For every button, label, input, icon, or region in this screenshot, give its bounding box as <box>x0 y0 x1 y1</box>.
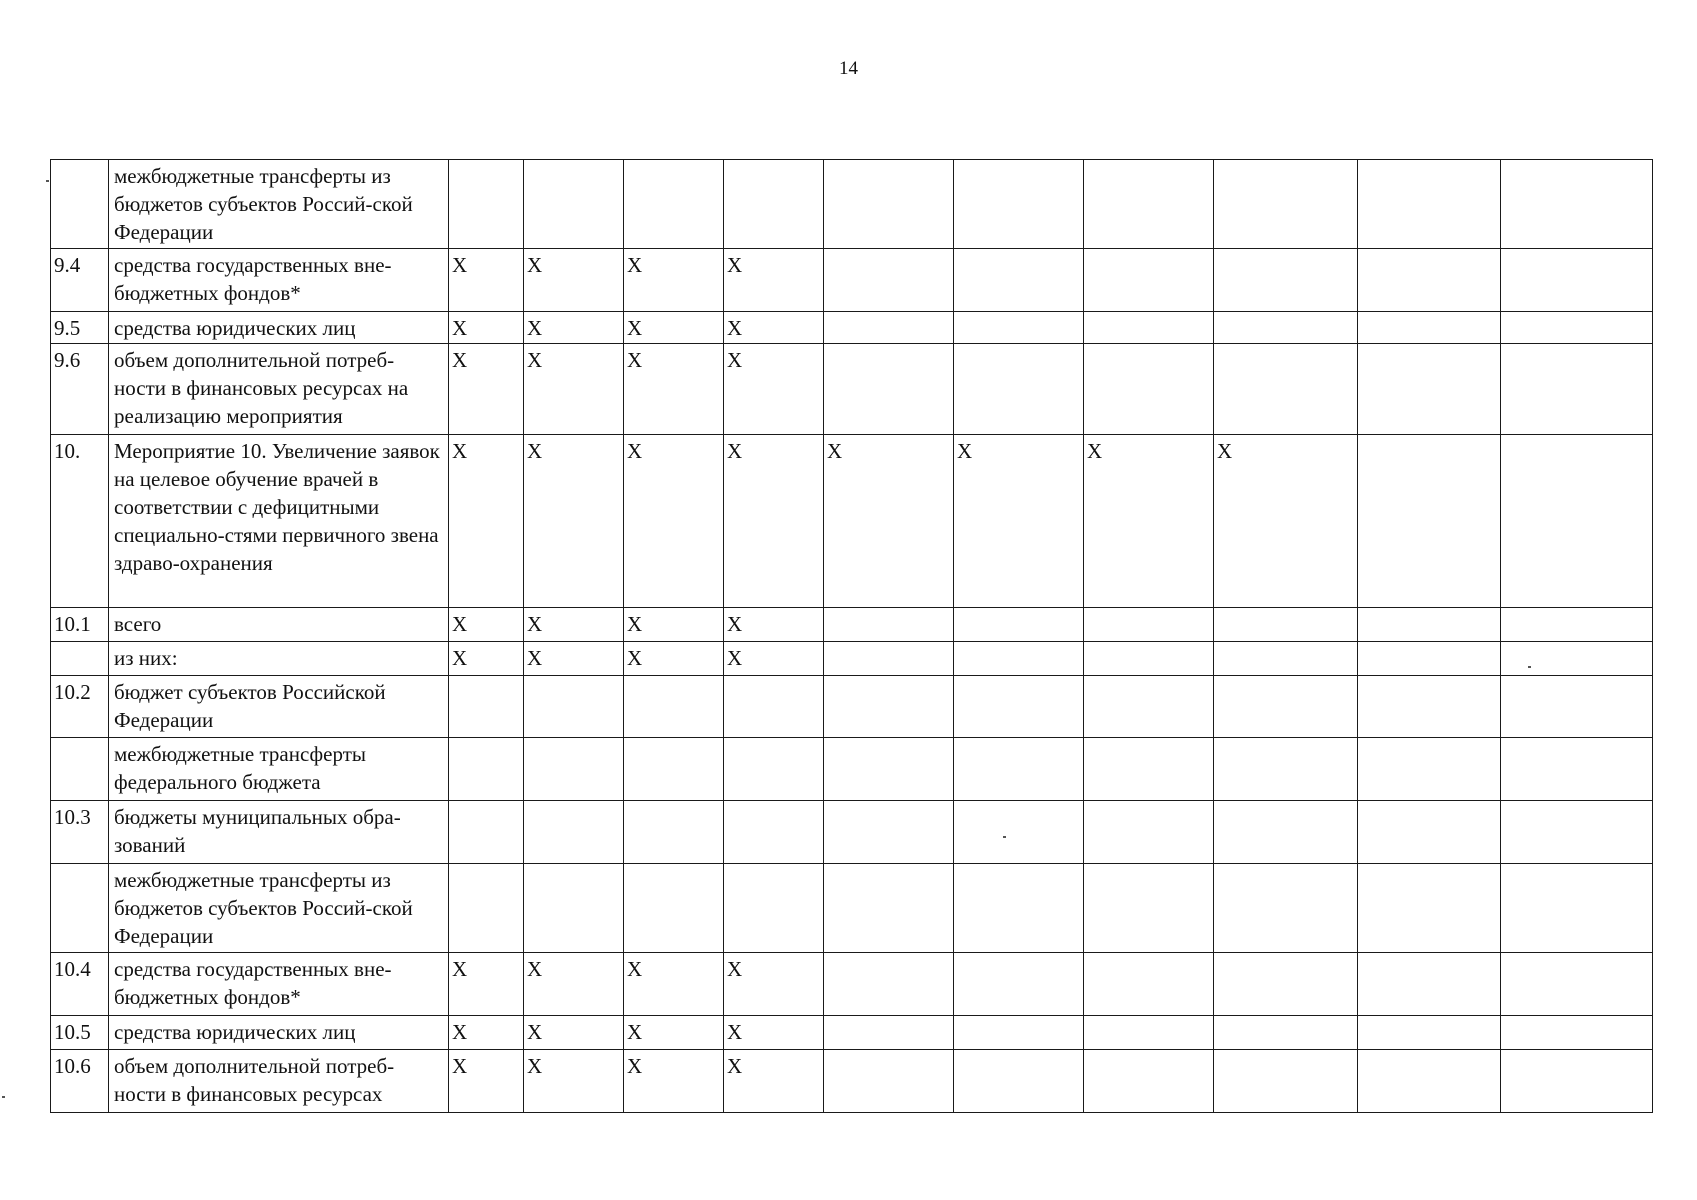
row-mark-cell <box>824 608 954 642</box>
row-mark-cell <box>1214 953 1358 1016</box>
row-mark-cell <box>1501 801 1653 864</box>
row-mark-cell <box>954 864 1084 953</box>
row-mark-cell <box>524 864 624 953</box>
row-mark-cell: X <box>624 608 724 642</box>
table-row <box>51 312 1653 344</box>
row-mark-cell <box>1084 1016 1214 1050</box>
row-mark-cell <box>954 249 1084 312</box>
row-mark-cell <box>1358 435 1501 608</box>
row-mark-cell: X <box>524 435 624 608</box>
row-mark-cell <box>1358 738 1501 801</box>
row-description: бюджеты муниципальных обра-зований <box>109 801 449 864</box>
row-mark-cell <box>1358 160 1501 249</box>
row-mark-cell <box>724 160 824 249</box>
row-mark-cell: X <box>524 312 624 344</box>
row-mark-cell <box>954 642 1084 676</box>
row-mark-cell <box>824 864 954 953</box>
row-mark-cell: X <box>449 1050 524 1113</box>
row-mark-cell <box>824 160 954 249</box>
row-mark-cell <box>1084 642 1214 676</box>
row-mark-cell: X <box>1084 435 1214 608</box>
row-mark-cell: X <box>824 435 954 608</box>
row-mark-cell: X <box>524 608 624 642</box>
row-mark-cell <box>1214 801 1358 864</box>
row-mark-cell: X <box>524 642 624 676</box>
table-row <box>51 160 1653 249</box>
row-number <box>51 160 109 249</box>
row-mark-cell <box>624 801 724 864</box>
row-mark-cell <box>824 249 954 312</box>
row-mark-cell <box>524 676 624 738</box>
row-mark-cell: X <box>724 344 824 435</box>
row-mark-cell: X <box>524 1050 624 1113</box>
row-mark-cell <box>1084 953 1214 1016</box>
row-mark-cell <box>1358 801 1501 864</box>
row-mark-cell <box>1214 676 1358 738</box>
row-mark-cell <box>954 1050 1084 1113</box>
row-mark-cell <box>1084 608 1214 642</box>
row-mark-cell: X <box>449 642 524 676</box>
row-description: объем дополнительной потреб-ности в финансовых ресурсах на реализацию мероприятия <box>109 344 449 435</box>
row-mark-cell <box>624 738 724 801</box>
row-mark-cell: X <box>624 249 724 312</box>
table-row <box>51 642 1653 676</box>
row-mark-cell <box>1501 160 1653 249</box>
row-number <box>51 642 109 676</box>
row-mark-cell <box>1358 608 1501 642</box>
table-row <box>51 1016 1653 1050</box>
table-row <box>51 953 1653 1016</box>
row-mark-cell <box>824 1050 954 1113</box>
row-mark-cell <box>624 676 724 738</box>
row-mark-cell: X <box>724 1016 824 1050</box>
row-number <box>51 738 109 801</box>
table-row <box>51 608 1653 642</box>
row-mark-cell <box>824 1016 954 1050</box>
row-mark-cell: X <box>624 642 724 676</box>
row-mark-cell <box>1501 864 1653 953</box>
row-mark-cell <box>1358 864 1501 953</box>
row-mark-cell <box>724 738 824 801</box>
scan-speck <box>46 180 49 182</box>
row-description: бюджет субъектов Российской Федерации <box>109 676 449 738</box>
scan-speck <box>2 1096 5 1098</box>
row-description: межбюджетные трансферты из бюджетов субъектов Россий-ской Федерации <box>109 864 449 953</box>
row-mark-cell <box>954 676 1084 738</box>
table-row <box>51 435 1653 608</box>
row-mark-cell <box>954 608 1084 642</box>
row-mark-cell <box>1084 1050 1214 1113</box>
row-mark-cell: X <box>524 344 624 435</box>
row-mark-cell <box>449 864 524 953</box>
row-description: средства государственных вне-бюджетных фондов* <box>109 249 449 312</box>
table-row <box>51 1050 1653 1113</box>
row-mark-cell <box>824 312 954 344</box>
row-mark-cell: X <box>524 953 624 1016</box>
row-mark-cell: X <box>954 435 1084 608</box>
row-mark-cell: X <box>724 642 824 676</box>
row-mark-cell <box>1358 344 1501 435</box>
row-number: 10.5 <box>51 1016 109 1050</box>
table-row <box>51 344 1653 435</box>
funding-table-grid <box>50 159 1653 1113</box>
row-mark-cell <box>1214 249 1358 312</box>
row-number: 9.5 <box>51 312 109 344</box>
row-number: 10.2 <box>51 676 109 738</box>
row-mark-cell <box>1501 608 1653 642</box>
page-number: 14 <box>839 58 858 79</box>
row-mark-cell <box>1501 1016 1653 1050</box>
row-description: межбюджетные трансферты федерального бюджета <box>109 738 449 801</box>
row-number: 10.3 <box>51 801 109 864</box>
row-mark-cell <box>1358 1016 1501 1050</box>
row-mark-cell <box>824 801 954 864</box>
row-mark-cell <box>1214 1016 1358 1050</box>
row-mark-cell <box>954 801 1084 864</box>
row-mark-cell <box>1084 160 1214 249</box>
row-number: 10.1 <box>51 608 109 642</box>
row-mark-cell: X <box>524 1016 624 1050</box>
table-row <box>51 676 1653 738</box>
row-mark-cell: X <box>724 1050 824 1113</box>
row-mark-cell <box>1501 676 1653 738</box>
row-mark-cell <box>1214 608 1358 642</box>
row-mark-cell <box>824 642 954 676</box>
row-mark-cell: X <box>449 249 524 312</box>
row-mark-cell: X <box>624 1016 724 1050</box>
row-mark-cell <box>954 312 1084 344</box>
row-mark-cell <box>624 864 724 953</box>
row-mark-cell <box>824 738 954 801</box>
row-number: 9.4 <box>51 249 109 312</box>
row-mark-cell: X <box>449 344 524 435</box>
row-mark-cell <box>1501 344 1653 435</box>
row-mark-cell <box>449 160 524 249</box>
row-mark-cell <box>624 160 724 249</box>
row-mark-cell: X <box>624 312 724 344</box>
row-mark-cell <box>524 801 624 864</box>
row-mark-cell <box>1501 312 1653 344</box>
row-mark-cell <box>1501 249 1653 312</box>
row-mark-cell: X <box>624 344 724 435</box>
row-mark-cell <box>1358 249 1501 312</box>
row-mark-cell <box>1214 738 1358 801</box>
row-mark-cell <box>1084 738 1214 801</box>
scan-speck <box>1003 836 1006 838</box>
row-mark-cell <box>449 801 524 864</box>
row-mark-cell <box>954 738 1084 801</box>
row-mark-cell <box>1501 738 1653 801</box>
row-mark-cell: X <box>449 608 524 642</box>
row-mark-cell <box>954 953 1084 1016</box>
row-mark-cell: X <box>449 953 524 1016</box>
table-row <box>51 738 1653 801</box>
row-description: средства государственных вне-бюджетных фондов* <box>109 953 449 1016</box>
row-mark-cell <box>1214 160 1358 249</box>
row-mark-cell <box>1501 642 1653 676</box>
row-number: 9.6 <box>51 344 109 435</box>
row-mark-cell <box>824 953 954 1016</box>
row-mark-cell <box>1084 864 1214 953</box>
table-row <box>51 864 1653 953</box>
row-mark-cell <box>1358 953 1501 1016</box>
row-description: средства юридических лиц <box>109 312 449 344</box>
row-mark-cell <box>449 738 524 801</box>
row-mark-cell <box>724 801 824 864</box>
row-mark-cell <box>724 864 824 953</box>
row-description: средства юридических лиц <box>109 1016 449 1050</box>
row-description: объем дополнительной потреб-ности в финансовых ресурсах <box>109 1050 449 1113</box>
row-mark-cell <box>1358 642 1501 676</box>
row-mark-cell <box>1214 312 1358 344</box>
row-mark-cell <box>824 676 954 738</box>
row-mark-cell: X <box>724 953 824 1016</box>
row-mark-cell <box>449 676 524 738</box>
row-description: Мероприятие 10. Увеличение заявок на целевое обучение врачей в соответствии с дефицитными специально-стями первичного звена здраво-охранения <box>109 435 449 608</box>
row-mark-cell <box>1214 1050 1358 1113</box>
row-mark-cell <box>1501 1050 1653 1113</box>
funding-table <box>50 159 1652 1113</box>
row-mark-cell <box>824 344 954 435</box>
scan-speck <box>1528 666 1531 668</box>
row-mark-cell <box>1084 676 1214 738</box>
row-mark-cell: X <box>724 608 824 642</box>
row-mark-cell <box>1358 312 1501 344</box>
row-number: 10.6 <box>51 1050 109 1113</box>
row-mark-cell: X <box>724 249 824 312</box>
row-number <box>51 864 109 953</box>
row-mark-cell <box>524 738 624 801</box>
row-mark-cell: X <box>524 249 624 312</box>
row-mark-cell: X <box>449 435 524 608</box>
row-mark-cell <box>1084 312 1214 344</box>
row-mark-cell: X <box>624 435 724 608</box>
row-mark-cell: X <box>624 1050 724 1113</box>
row-mark-cell <box>954 344 1084 435</box>
row-mark-cell: X <box>449 1016 524 1050</box>
row-mark-cell <box>524 160 624 249</box>
row-number: 10.4 <box>51 953 109 1016</box>
row-mark-cell <box>954 1016 1084 1050</box>
row-mark-cell <box>1501 435 1653 608</box>
row-mark-cell <box>1084 344 1214 435</box>
row-description: из них: <box>109 642 449 676</box>
row-mark-cell <box>954 160 1084 249</box>
row-mark-cell <box>1214 642 1358 676</box>
row-description: всего <box>109 608 449 642</box>
row-mark-cell <box>1358 1050 1501 1113</box>
row-mark-cell: X <box>724 435 824 608</box>
row-mark-cell: X <box>724 312 824 344</box>
row-mark-cell <box>1214 344 1358 435</box>
row-mark-cell <box>724 676 824 738</box>
table-row <box>51 801 1653 864</box>
row-mark-cell: X <box>624 953 724 1016</box>
table-row <box>51 249 1653 312</box>
row-mark-cell <box>1084 249 1214 312</box>
row-mark-cell <box>1214 864 1358 953</box>
row-number: 10. <box>51 435 109 608</box>
row-description: межбюджетные трансферты из бюджетов субъектов Россий-ской Федерации <box>109 160 449 249</box>
row-mark-cell <box>1084 801 1214 864</box>
row-mark-cell <box>1358 676 1501 738</box>
row-mark-cell: X <box>449 312 524 344</box>
row-mark-cell <box>1501 953 1653 1016</box>
row-mark-cell: X <box>1214 435 1358 608</box>
